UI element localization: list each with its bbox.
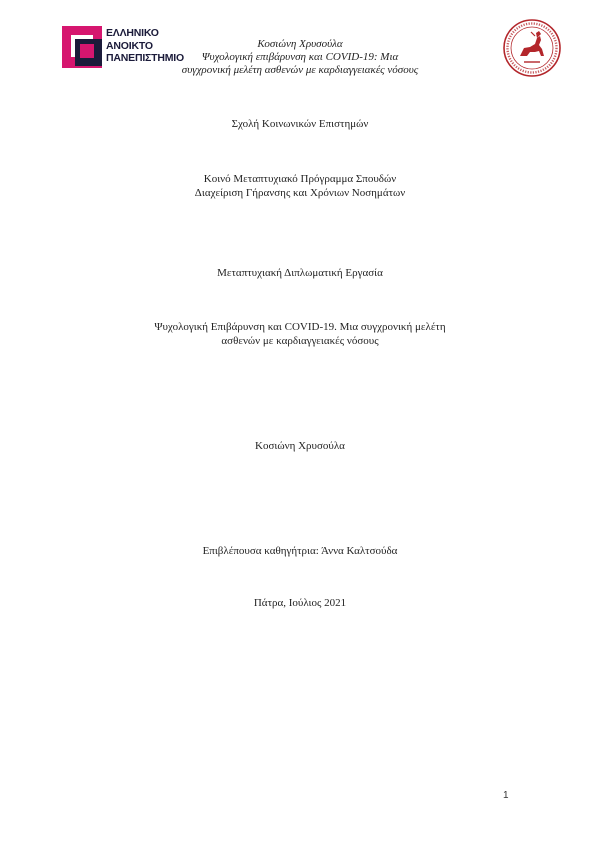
- university-logo: [62, 24, 184, 70]
- thesis-title-line: Ψυχολογική Επιβάρυνση και COVID-19. Μια συγχρονική μελέτη: [154, 321, 446, 333]
- header-author: Κοσιώνη Χρυσούλα: [257, 38, 343, 50]
- supervisor: Επιβλέπουσα καθηγήτρια: Άννα Καλτσούδα: [202, 545, 398, 557]
- page-number: 1: [503, 790, 509, 801]
- school-name: Σχολή Κοινωνικών Επιστημών: [231, 118, 369, 130]
- author-name: Κοσιώνη Χρυσούλα: [255, 440, 345, 452]
- logo-text-line: ΑΝΟΙΚΤΟ: [106, 39, 153, 52]
- thesis-type: Μεταπτυχιακή Διπλωματική Εργασία: [217, 267, 383, 279]
- place-date: Πάτρα, Ιούλιος 2021: [253, 597, 347, 609]
- university-logo-icon: [62, 24, 104, 70]
- thesis-title-line: ασθενών με καρδιαγγειακές νόσους: [221, 335, 379, 347]
- program-line: Διαχείριση Γήρανσης και Χρόνιων Νοσημάτων: [194, 187, 406, 199]
- header-title-line: Ψυχολογική επιβάρυνση και COVID-19: Μια: [201, 51, 399, 63]
- header-title-line: συγχρονική μελέτη ασθενών με καρδιαγγειακές νόσους: [181, 64, 419, 76]
- running-header: [160, 38, 440, 77]
- program-line: Κοινό Μεταπτυχιακό Πρόγραμμα Σπουδών: [203, 173, 397, 185]
- logo-text-line: ΕΛΛΗΝΙΚΟ: [106, 27, 159, 39]
- logo-text-line: ΠΑΝΕΠΙΣΤΗΜΙΟ: [106, 52, 184, 64]
- university-seal: [502, 18, 562, 78]
- centaur-seal-icon: [502, 18, 562, 78]
